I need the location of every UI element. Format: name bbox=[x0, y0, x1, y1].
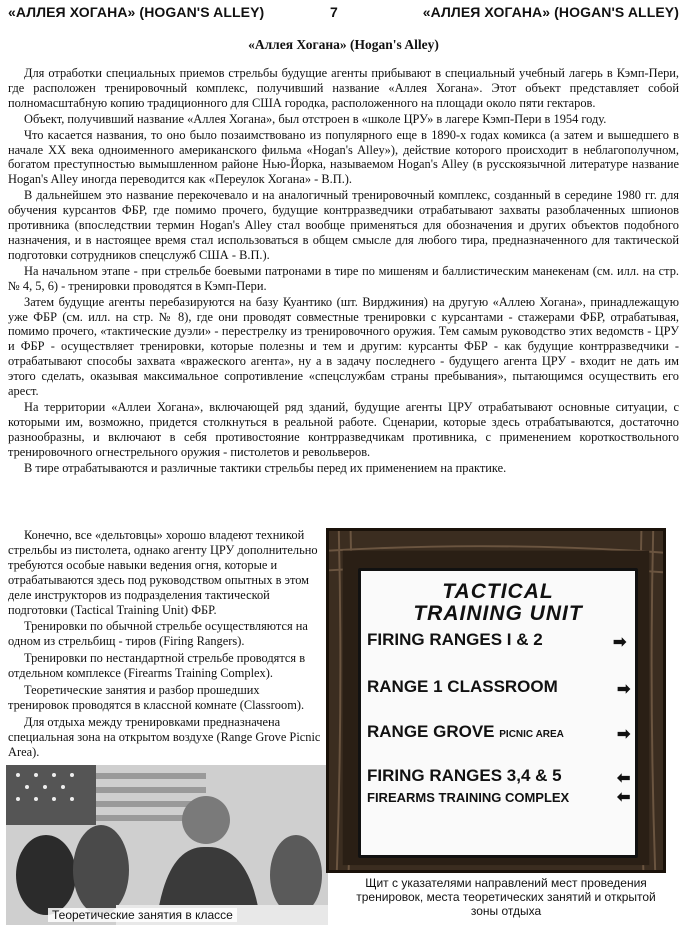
sign-range-grove: RANGE GROVE bbox=[367, 722, 495, 741]
paragraph: Теоретические занятия и разбор прошедших тренировок проводятся в классной комнате (Classroom). bbox=[8, 683, 305, 712]
paragraph: Тренировки по нестандартной стрельбе проводятся в отдельном комплексе (Firearms Training Complex). bbox=[8, 651, 306, 681]
classroom-photo bbox=[6, 765, 328, 925]
page-number: 7 bbox=[330, 4, 338, 20]
paragraph: Конечно, все «дельтовцы» хорошо владеют техникой стрельбы из пистолета, однако агенту ЦРУ дополнительно требуются особые навыки ведения огня, которые и отрабатываются здесь под руководством опытных в этом деле инструкторов из подразделения тактической подготовки (Tactical Training Unit) ФБР. bbox=[8, 528, 318, 617]
paragraph: Объект, получивший название «Аллея Хогана», был отстроен в «школе ЦРУ» в лагере Кэмп-Пери в 1954 году. bbox=[24, 111, 607, 126]
paragraph: Что касается названия, то оно было позаимствовано из популярного еще в 1890-х годах комикса (а затем и вышедшего в начале XX века одноименного американского фильма «Hogan's Alley»), действие которого происходит в неблагополучном, богатом преступностью вымышленном районе Нью-Йорка, называемом Hogan's Alley (в русскоязычной литературе название Hogan's Alley иногда переводится как «Переулок Хогана» - В.П.). bbox=[8, 127, 679, 187]
sign-row-firing-ranges-3-4-5: FIRING RANGES 3,4 & 5 bbox=[367, 766, 562, 785]
sign-row-range-grove bbox=[367, 723, 564, 744]
article-body-top bbox=[8, 66, 679, 476]
arrow-right-icon: ➡ bbox=[617, 681, 631, 698]
sign-title-line2: TRAINING UNIT bbox=[413, 602, 583, 625]
sign-row-firearms-complex: FIREARMS TRAINING COMPLEX bbox=[367, 790, 570, 805]
sign-title bbox=[361, 581, 635, 625]
paragraph: На территории «Аллеи Хогана», включающей ряд зданий, будущие агенты ЦРУ отрабатывают основные ситуации, с которыми им, возможно, придется столкнуться в реальной работе. Сценарии, которые здесь отрабатываются, достаточно разнообразны, и включают в себя противостояние контрразведчикам противника, с применением короткоствольного тренировочного огнестрельного оружия - пистолетов и револьверов. bbox=[8, 399, 679, 459]
paragraph: На начальном этапе - при стрельбе боевыми патронами в тире по мишеням и баллистическим манекенам (см. илл. на стр. № 4, 5, 6) - тренировки проводятся в Кэмп-Пери. bbox=[8, 263, 679, 293]
article-body-left-column bbox=[8, 528, 322, 762]
arrow-right-icon: ➡ bbox=[617, 726, 631, 743]
sign-row-firing-ranges-1-2: FIRING RANGES I & 2 bbox=[367, 630, 543, 649]
running-header-right: «АЛЛЕЯ ХОГАНА» (HOGAN'S ALLEY) bbox=[422, 4, 679, 20]
sign-title-line1: TACTICAL bbox=[442, 580, 554, 603]
paragraph: В дальнейшем это название перекочевало и на аналогичный тренировочный комплекс, созданный в середине 1980 гг. для обучения курсантов ФБР, где помимо прочего, будущие контрразведчики отрабатывают захваты разоблаченных шпионов противника (впоследствии термин Hogan's Alley стал вообще применяться для обозначения и других объектов подобного назначения, и в настоящее время стал использоваться в общем смысле для любого тира, предназначенного для тактической подготовки сотрудников спецслужб США - В.П.). bbox=[8, 188, 679, 262]
sign-picnic-area: PICNIC AREA bbox=[499, 729, 564, 740]
sign-caption: Щит с указателями направлений мест проведения тренировок, места теоретических занятий и открытой зоны отдыха bbox=[356, 876, 656, 918]
paragraph: Тренировки по обычной стрельбе осуществляются на одном из стрельбищ - тиров (Firing Rangers). bbox=[8, 619, 308, 649]
paragraph: Для отработки специальных приемов стрельбы будущие агенты прибывают в специальный учебный лагерь в Кэмп-Пери, где расположен тренировочный комплекс, получивший название «Аллея Хогана». Этот объект представляет собой полномасштабную копию традиционного для США городка, расположенного на площади около пяти гектаров. bbox=[8, 66, 679, 110]
paragraph: Для отдыха между тренировками предназначена специальная зона на открытом воздухе (Range Grove Picnic Area). bbox=[8, 714, 321, 759]
photo-caption: Теоретические занятия в классе bbox=[48, 908, 237, 922]
direction-sign bbox=[358, 568, 638, 858]
arrow-left-icon: ⬅ bbox=[617, 770, 631, 787]
page-title: «Аллея Хогана» (Hogan's Alley) bbox=[248, 37, 439, 52]
paragraph: Затем будущие агенты перебазируются на базу Куантико (шт. Вирджиния) на другую «Аллею Хогана», принадлежащую уже ФБР (см. илл. на стр. № 8), где они проводят совместные тренировки с курсантами - стажерами ФБР, отрабатывая, помимо прочего, «тактические дуэли» - перестрелку из тренировочного оружия. Тем самым руководство этих ведомств - ЦРУ и ФБР - осуществляет тренировки, которые полезны и тем и другим: курсанты ФБР - как будущие контрразведчики - отрабатывают способы захвата «вражеского агента», ну а в задачу последнего - будущего агента ЦРУ - входит не дать им этого сделать, оказывая максимальное сопротивление «спецслужбам страны пребывания», пытающимся осуществить его арест. bbox=[8, 294, 679, 399]
sign-row-classroom: RANGE 1 CLASSROOM bbox=[367, 677, 558, 696]
arrow-left-icon: ⬅ bbox=[617, 789, 631, 806]
running-header-left: «АЛЛЕЯ ХОГАНА» (HOGAN'S ALLEY) bbox=[8, 4, 265, 20]
paragraph: В тире отрабатываются и различные тактики стрельбы перед их применением на практике. bbox=[24, 460, 507, 475]
arrow-right-icon: ➡ bbox=[613, 634, 627, 651]
